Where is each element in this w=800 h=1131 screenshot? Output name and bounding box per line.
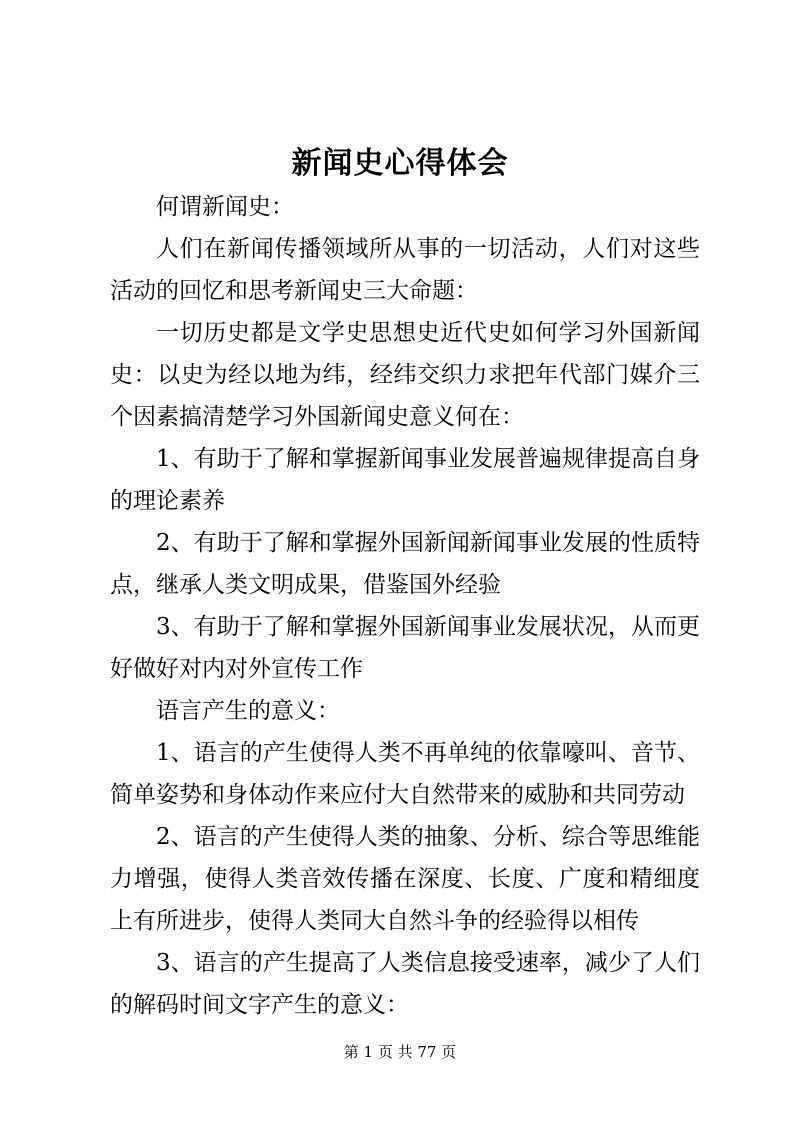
document-title: 新闻史心得体会: [291, 146, 509, 181]
paragraph: 3、语言的产生提高了人类信息接受速率，减少了人们的解码时间文字产生的意义：: [110, 950, 700, 1018]
paragraph: 2、有助于了解和掌握外国新闻新闻事业发展的性质特点，继承人类文明成果，借鉴国外经验: [110, 530, 700, 598]
document-body: [110, 186, 700, 1026]
page-footer: 第 1 页 共 77 页: [343, 1043, 457, 1061]
paragraph: 1、有助于了解和掌握新闻事业发展普遍规律提高自身的理论素养: [110, 446, 700, 514]
paragraph: 人们在新闻传播领域所从事的一切活动，人们对这些活动的回忆和思考新闻史三大命题：: [110, 236, 700, 304]
paragraph: 语言产生的意义：: [156, 698, 340, 724]
paragraph: 何谓新闻史：: [156, 194, 294, 220]
paragraph: 1、语言的产生使得人类不再单纯的依靠嚎叫、音节、简单姿势和身体动作来应付大自然带来的威胁和共同劳动: [110, 740, 700, 808]
paragraph: 2、语言的产生使得人类的抽象、分析、综合等思维能力增强，使得人类音效传播在深度、长度、广度和精细度上有所进步，使得人类同大自然斗争的经验得以相传: [110, 824, 700, 934]
paragraph: 3、有助于了解和掌握外国新闻事业发展状况，从而更好做好对内对外宣传工作: [110, 614, 700, 682]
paragraph: 一切历史都是文学史思想史近代史如何学习外国新闻史：以史为经以地为纬，经纬交织力求把年代部门媒介三个因素搞清楚学习外国新闻史意义何在：: [110, 320, 700, 430]
